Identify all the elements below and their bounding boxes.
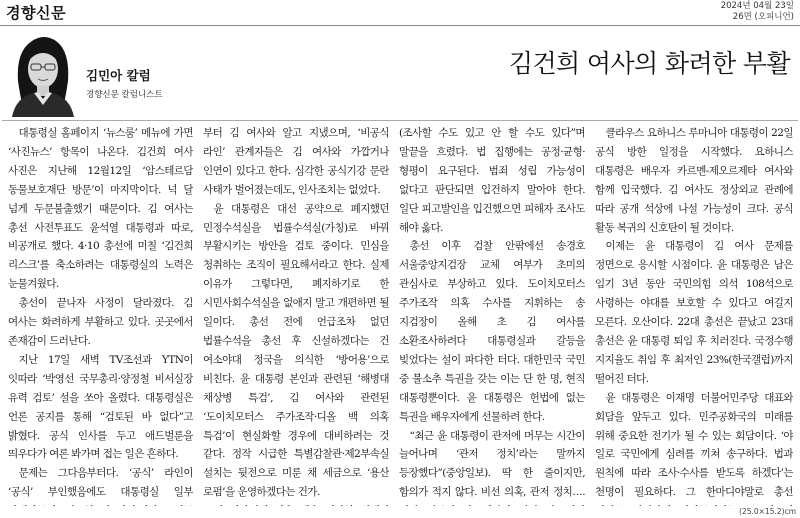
- paragraph: “최근 윤 대통령이 관저에 머무는 시간이 늘어나며 ‘관저 정치’라는 말까지 등장했다”(중앙일보). 딱 한 줄이지만, 함의가 적지 않다. 비선 의혹, 관저 정치….: [399, 429, 585, 499]
- article-column-4: [595, 124, 793, 506]
- columnist-portrait: [8, 29, 78, 117]
- dateline: [721, 1, 794, 23]
- paragraph: 윤 대통령은 대선 공약으로 폐지했던 민정수석실을 법률수석실(가칭)로 바꿔 부활시키는 방안을 검토 중이다. 민심을 청취하는 조직이 필요해서라고 한다. 실제 이유가 그렇다면, 폐지하기로 한 시민사회수석실을 없애지 말고 개편하면 될 일이다. 총선 전에 언급조차 없던 법률수석을 총선 후 신설하겠다는 건 여소야대 정국을 의식한 ‘방어용’으로 비친다. 윤 대통령 본인과 관련된 ‘해병대 채상병 특검’, 김 여사와 관련된 ‘도이치모터스 주가조작·디올 백 의혹 특검’이 현실화할 경우에 대비하려는 것 같다. 정작 시급한 특별감찰관·제2부속실 설치는 뒷전으로 미룬 채 세금으로 ‘용산 로펌’을 운영하겠다는 건가.: [203, 202, 389, 499]
- publication-date: 2024년 04월 23일: [720, 1, 794, 11]
- paragraph: (조사할 수도 있고 안 할 수도 있다”며 말끝을 흐렸다. 법 집행에는 공정·균형·형평이 요구된다. 범죄 성립 가능성이 없다고 판단되면 입건하지 말아야 한다. 일단 피고발인을 입건했으면 피해자 조사도 해야 옳다.: [399, 127, 585, 234]
- body-rule: [2, 120, 798, 121]
- page-section: 26면 (오피니언): [732, 12, 794, 22]
- paragraph: 대통령실 홈페이지 ‘뉴스룸’ 메뉴에 가면 ‘사진뉴스’ 항목이 나온다. 김건희 여사 사진은 지난해 12월12일 ‘암스테르담 동물보호재단 방문’이 마지막이다. 넉 달 넘게 두문불출했기 때문이다. 김 여사는 총선 사전투표도 윤석열 대통령과 따로, 비공개로 했다. 4·10 총선에 미칠 ‘김건희 리스크’를 축소하려는 대통령실의 노력은 눈물겨웠다.: [8, 127, 193, 291]
- columnist-role: 경향신문 칼럼니스트: [86, 90, 163, 100]
- paragraph: 지난 17일 새벽 TV조선과 YTN이 잇따라 ‘박영선 국무총리·양정철 비서실장 유력 검토’ 설을 쏘아 올렸다. 대통령실은 언론 공지를 통해 “검토된 바 없다”고 밝혔다. 공식 인사를 두고 애드벌룬을 띄우다가 여론 봐가며 접는 일은 흔하다.: [8, 353, 193, 461]
- paragraph: 클라우스 요하니스 루마니아 대통령이 22일 공식 방한 일정을 시작했다. 요하니스 대통령은 배우자 카르멘-제오르제타 여사와 함께 입국했다. 김 여사도 정상외교 관례에 따라 공개 석상에 나설 가능성이 크다. 공식 활동 복귀의 신호탄이 될 것이다.: [595, 127, 793, 234]
- article-column-2: [203, 124, 389, 506]
- article-headline: 김건희 여사의 화려한 부활: [508, 49, 790, 78]
- paragraph: 이제는 윤 대통령이 김 여사 문제를 정면으로 응시할 시점이다. 윤 대통령은 남은 임기 3년 동안 국민의힘 의석 108석으로 사령하는 야대를 보호할 수 있다고 여길지 모른다. 오산이다. 22대 총선은 끝났고 23대 총선은 윤 대통령 퇴임 후 치러진다. 국정수행 지지율도 취임 후 최저인 23%(한국갤럽)까지 떨어진 터다.: [595, 240, 793, 385]
- clipping-size: (25.0×15.2)cm: [739, 507, 796, 516]
- paragraph: 문제는 그다음부터다. ‘공식’ 라인이 ‘공식’ 부인했음에도 대통령실 일부: [8, 467, 193, 499]
- paragraph: 총선 이후 검찰 안팎에선 송경호 서울중앙지검장 교체 여부가 초미의 관심사로 부상하고 있다. 도이치모터스 주가조작 의혹 수사를 지휘하는 송 지검장이 올해 초 김 여사를 소환조사하려다 대통령실과 갈등을 빚었다는 설이 파다한 터다. 대한민국 국민 중 불소추 특권을 갖는 이는 단 한 명, 현직 대통령뿐이다. 윤 대통령은 헌법에 없는 특권을 배우자에게 선물하려 한다.: [399, 240, 585, 423]
- paragraph: [203, 502, 389, 506]
- article-column-1: [8, 124, 193, 506]
- article-column-3: [399, 124, 585, 506]
- paragraph: 총선이 끝나자 사정이 달라졌다. 김 여사는 화려하게 부활하고 있다. 곳곳에서 존재감이 드러난다.: [8, 297, 193, 347]
- paragraph: 부터 김 여사와 알고 지냈으며, ‘비공식 라인’ 관계자들은 김 여사와 가깝거나 인연이 있다고 한다. 심각한 공식기강 문란 사태가 벌어졌는데도, 인사조치는 없었다.: [203, 127, 389, 196]
- columnist-name: 김민아 칼럼: [86, 68, 151, 83]
- newspaper-masthead: 경향신문: [6, 4, 66, 22]
- paragraph: 윤 대통령은 이재명 더불어민주당 대표와 회담을 앞두고 있다. 민주공화국의 미래를 위해 중요한 전기가 될 수 있는 회담이다. ‘야 일로 국민에게 심려를 끼쳐 송구하다. 법과 원칙에 따라 조사·수사를 받도록 하겠다’는 천명이 필요하다. 그 한마디야말로 총선: [595, 391, 793, 499]
- top-rule: [0, 25, 800, 26]
